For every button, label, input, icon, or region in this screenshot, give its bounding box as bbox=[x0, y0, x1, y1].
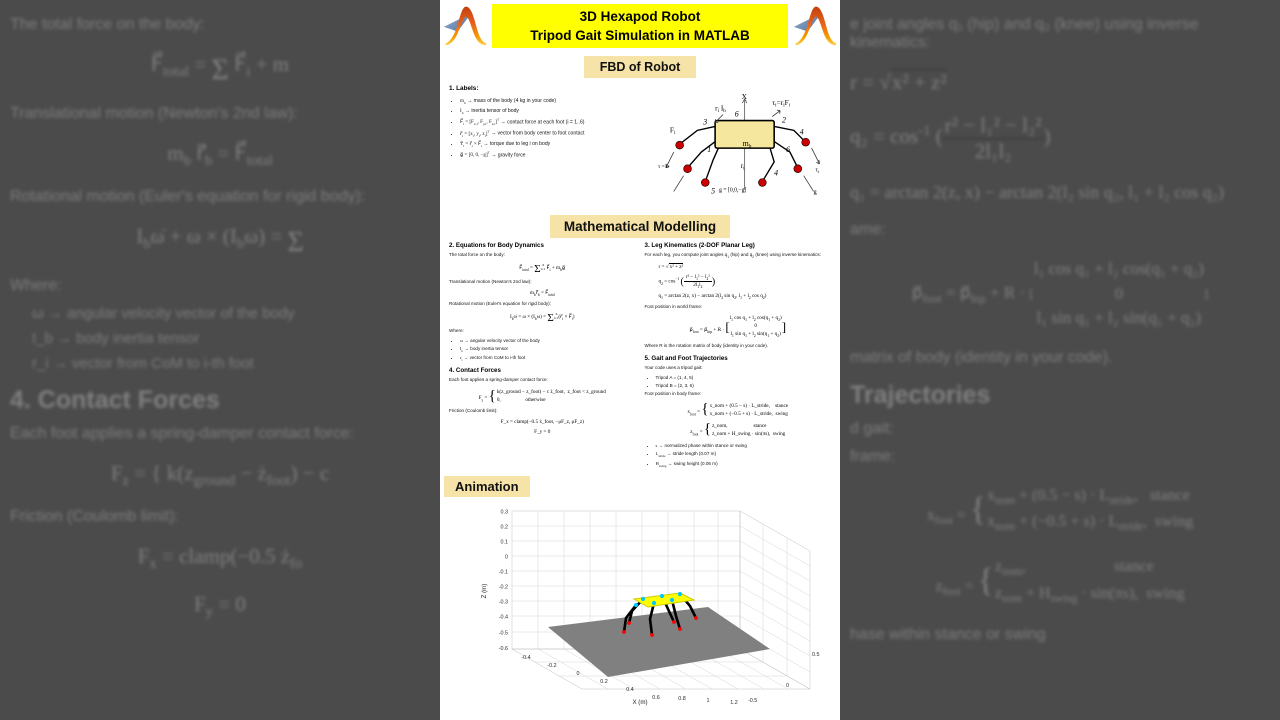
svg-text:τ = ̄σ: τ = ̄σ bbox=[657, 163, 669, 170]
list-item: • $r_i$ → vector from CoM to i-th foot bbox=[460, 354, 636, 363]
section2-where-list bbox=[449, 337, 636, 364]
section5-eq-x: $x_{foot}$ = { x_nom + (0.5 − s) · L_stride, stance x_nom + (−0.5 + s) · L_stride, swing bbox=[687, 401, 789, 418]
x-case1: x_nom + (0.5 − s) · L_stride, bbox=[709, 403, 770, 410]
svg-text:2: 2 bbox=[781, 115, 786, 125]
section2-sub2: Translational motion (Newton's 2nd law): bbox=[449, 279, 532, 285]
section4-sub1: Each foot applies a spring-damper contact force: bbox=[449, 377, 548, 383]
section3-heading: 3. Leg Kinematics (2-DOF Planar Leg) bbox=[644, 242, 755, 250]
section3-eq-foot: $p⃗_{foot}$ = $p⃗_{hip} + R$ · [ $l_1$ $\cos q_1 + l_2$ $\cos(q_1 + q_2)$ 0 $l_1$ $\sin q_1 + l_2$ $\sin(q_1 + q_2)$ ] bbox=[689, 314, 787, 338]
bg-left-p3: Rotational motion (Euler's equation for rigid body): bbox=[10, 188, 366, 206]
section3-sub1: For each leg, you compute joint angles $q_1$ (hip) and $q_2$ (knee) using inverse kinematics: bbox=[644, 252, 821, 260]
list-item: • Tripod A = (1, 4, 5) bbox=[656, 374, 832, 381]
title-line-2: Tripod Gait Simulation in MATLAB bbox=[530, 28, 750, 43]
bg-left-p5: Each foot applies a spring-damper contact force: bbox=[10, 425, 355, 443]
bg-left-eq1: $F⃗_{total} = \Sigma$ $F⃗_i + m$ bbox=[150, 52, 290, 86]
svg-text:Fi: $F_i$ bbox=[669, 125, 676, 136]
bg-left-p2: Translational motion (Newton's 2nd law): bbox=[10, 105, 298, 122]
bg-left-eq4: $F_z$ = { $k(z_{ground}$ − $ż_{foot}) - c$ bbox=[110, 461, 330, 490]
svg-text:-0.1: -0.1 bbox=[498, 569, 508, 576]
svg-text:ri Ib: $r_i$ $I_b$ bbox=[714, 103, 726, 115]
section2-eq1: $F⃗_{total} = \Sigma$ 6 i=1 $F⃗_i$ + $m_bg⃗$ bbox=[519, 263, 566, 276]
bg-right-p2: ame: bbox=[850, 221, 886, 238]
list-item: • $H_{swing}$ → swing height (0.06 m) bbox=[656, 460, 832, 469]
section2-eq2: $m_br⃗̈_b$ = $F⃗_{total}$ bbox=[529, 289, 555, 297]
list-item: • $I_b$ → inertia tensor of body bbox=[460, 107, 658, 116]
list-item: • $m_b$ → mass of the body (4 kg in your code) bbox=[460, 97, 658, 106]
fz-cond1: z_foot < z_ground bbox=[567, 389, 606, 396]
bg-left-p4: Where: bbox=[10, 277, 62, 295]
svg-text:0.8: 0.8 bbox=[678, 695, 686, 702]
bg-left-p1: The total force on the body: bbox=[10, 16, 205, 33]
svg-text:g = [0,0,−g]: g = [0,0,−g] bbox=[718, 187, 747, 194]
z-axis-label: Z (m) bbox=[481, 583, 488, 599]
matlab-logo-right bbox=[792, 3, 838, 49]
svg-text:-0.4: -0.4 bbox=[521, 654, 531, 661]
z-cond2: swing bbox=[772, 431, 786, 438]
svg-text:1.2: 1.2 bbox=[730, 699, 738, 706]
list-item: • g⃗ = [0, 0, −g]$^T$ → gravity force bbox=[460, 150, 658, 161]
svg-text:τi: τi bbox=[815, 166, 820, 174]
column-left bbox=[449, 242, 636, 471]
x-cond1: stance bbox=[775, 403, 789, 410]
z-case2: z_nom + H_swing · sin(πs), bbox=[712, 431, 771, 438]
section4-eq-fy: F_y = 0 bbox=[534, 429, 551, 436]
bg-left-eq5: $F_x$ = clamp(−0.5 $ż_{fo}$ bbox=[137, 544, 303, 573]
section5-eq-z: $z_{foot}$ = { z_nom, stance z_nom + H_swing · sin(πs), swing bbox=[690, 421, 786, 438]
svg-text:-0.4: -0.4 bbox=[498, 614, 508, 621]
svg-text:0.5: 0.5 bbox=[812, 651, 820, 658]
list-item: • $r⃗_i = [x_i$, $y_i$, $z_i]^T$ → vector from body center to foot contact bbox=[460, 128, 658, 139]
section2-heading: 2. Equations for Body Dynamics bbox=[449, 242, 544, 250]
svg-text:4: 4 bbox=[773, 168, 778, 178]
section3-sub2: Foot position in world frame: bbox=[644, 304, 703, 309]
svg-text:6: 6 bbox=[734, 109, 739, 119]
svg-text:-0.2: -0.2 bbox=[498, 584, 508, 591]
labels-list bbox=[449, 97, 658, 160]
free-body-diagram bbox=[658, 91, 831, 207]
equations-columns bbox=[440, 238, 840, 471]
bg-right-eq6: $z_{foot}$ = { $z_{nom}$, stance $z_{nom} + H_{swing} \cdot \sin(\pi s)$, swing bbox=[935, 558, 1185, 605]
bg-right-p5: frame: bbox=[850, 447, 896, 465]
section4-eq-fz: $F_z$ = { k(z_ground − z_foot) − c ż_foot, z_foot < z_ground 0, otherwise bbox=[478, 387, 606, 404]
list-item: • $\tau⃗_i$ = $r⃗_i$ × $F⃗_i$ → torque due to leg i on body bbox=[460, 140, 658, 149]
svg-text:-0.3: -0.3 bbox=[498, 599, 508, 606]
labels-section bbox=[440, 78, 840, 207]
svg-text:0.4: 0.4 bbox=[626, 686, 634, 693]
labels-heading: 1. Labels: bbox=[449, 85, 479, 92]
svg-text:τi=riFi: $\tau_i=r_iF_i$ bbox=[771, 97, 790, 109]
section2-sub1: The total force on the body: bbox=[449, 252, 505, 258]
bg-left-item-0: ω → angular velocity vector of the body bbox=[32, 305, 295, 323]
svg-text:1: 1 bbox=[706, 145, 711, 155]
bg-right-p1: e joint angles q₁ (hip) and q₂ (knee) using inverse kinematics: bbox=[850, 16, 1199, 51]
section3-eq-q1: $q_1 = \arctan 2(z$, $x) - \arctan 2(l_2$ $\sin q_2$, $l_1 + l_2$ $\cos q_2$) bbox=[658, 292, 767, 300]
svg-text:0.2: 0.2 bbox=[600, 678, 608, 685]
bg-right-p6: hase within stance or swing bbox=[850, 626, 1046, 644]
z-cond1: stance bbox=[753, 423, 767, 430]
section4-heading: 4. Contact Forces bbox=[449, 367, 501, 375]
background-left-column bbox=[0, 0, 440, 720]
svg-text:0: 0 bbox=[786, 682, 789, 689]
band-mathematical-modelling: Mathematical Modelling bbox=[550, 215, 730, 238]
title-line-1: 3D Hexapod Robot bbox=[579, 8, 701, 24]
section5-heading: 5. Gait and Foot Trajectories bbox=[644, 354, 728, 362]
svg-text:-0.6: -0.6 bbox=[498, 645, 508, 652]
section3-eq-r: r = √x² + z² bbox=[658, 263, 684, 270]
svg-text:0.6: 0.6 bbox=[652, 694, 660, 701]
z-case1: z_nom, bbox=[712, 423, 728, 430]
svg-text:5: 5 bbox=[710, 186, 715, 196]
bg-left-h1: 4. Contact Forces bbox=[10, 386, 220, 415]
list-item: • Tripod B = (2, 3, 6) bbox=[656, 382, 832, 389]
svg-text:0.2: 0.2 bbox=[500, 524, 508, 531]
svg-text:0: 0 bbox=[505, 554, 508, 561]
section5-tripod-list bbox=[645, 374, 832, 389]
band-fbd-of-robot: FBD of Robot bbox=[584, 56, 697, 78]
list-item: • $L_{stride}$ → stride length (0.07 m) bbox=[656, 450, 832, 459]
bg-right-eq4: $p⃗_{foot}$ = $p⃗_{hip} + R$ · [ l₁ cos q₁ + l₂ cos(q₁ + q₂) 0 l₁ sin q₁ + l₂ sin(q₁ + q₂) ] bbox=[911, 259, 1209, 328]
bg-right-eq2: $q_2 = \cos^{-1}$ ( $\frac{\text{r² − l₁² − l₂²}}{\text{2l₁l₂}}$ ) bbox=[850, 113, 1051, 163]
bg-left-item-2: r_i → vector from CoM to i-th foot bbox=[32, 355, 254, 373]
bg-right-eq3: q₁ = arctan 2(z, x) − arctan 2(l₂ sin q₂, l₁ + l₂ cos q₂) bbox=[850, 182, 1225, 202]
bg-right-eq5: $x_{foot}$ = { $x_{nom} + (0.5 - s) \cdot L_{stride}$, stance $x_{nom} + (-0.5 + s) \cdot L_{stride}$, swing bbox=[926, 486, 1194, 534]
svg-text:-0.5: -0.5 bbox=[748, 697, 758, 704]
svg-text:0.3: 0.3 bbox=[500, 509, 508, 516]
background-right-column bbox=[840, 0, 1280, 720]
svg-text:ri: $r_i$ bbox=[740, 160, 745, 172]
header-bar bbox=[440, 0, 840, 52]
svg-text:6: 6 bbox=[785, 145, 790, 155]
svg-text:0: 0 bbox=[576, 670, 580, 677]
bg-right-p3: matrix of body (identity in your code). bbox=[850, 348, 1113, 366]
fz-case2: 0, bbox=[496, 397, 501, 404]
matlab-logo-left bbox=[442, 3, 488, 49]
main-content-card bbox=[440, 0, 840, 720]
x-cond2: swing bbox=[775, 411, 788, 418]
section5-sub2: Foot position in body frame: bbox=[644, 391, 702, 397]
bg-left-eq3: $I_b\omegȧ + \omega \times (I_b\omega) = \Sigma$ bbox=[136, 224, 304, 259]
bg-right-eq1: r = √x² + z² bbox=[850, 70, 947, 94]
x-case2: x_nom + (−0.5 + s) · L_stride, bbox=[709, 411, 773, 418]
fz-cond2: otherwise bbox=[525, 397, 546, 404]
section5-defs-list bbox=[645, 442, 832, 469]
bg-right-h1: Trajectories bbox=[850, 380, 991, 409]
page-title bbox=[492, 4, 788, 48]
section2-eq3: $I_b\omegȧ = \omega \times (I_b\omega) = \Sigma$ 6 $i=1(r⃗_i$ × $F⃗_i$) bbox=[510, 311, 575, 324]
list-item: • $I_b$ → body inertia tensor bbox=[460, 345, 636, 354]
svg-text:3: 3 bbox=[703, 117, 707, 127]
svg-text:g: g bbox=[813, 188, 817, 196]
hexapod-3d-plot bbox=[440, 499, 840, 720]
bg-left-eq6: $F_y = 0$ bbox=[194, 591, 246, 620]
section5-sub1: Your code uses a tripod gait: bbox=[644, 364, 703, 370]
list-item: • $F⃗_i = [F_{x,i}$, $F_{y,i}$, $F_{z,i}]^T$ → contact force at each foot (i = 1..6) bbox=[460, 117, 658, 128]
svg-text:mb: $m_b$ bbox=[742, 139, 752, 150]
svg-text:-0.2: -0.2 bbox=[547, 662, 557, 669]
column-right bbox=[645, 242, 832, 471]
section2-sub3: Rotational motion (Euler's equation for rigid body): bbox=[449, 300, 551, 306]
band-animation: Animation bbox=[444, 476, 530, 497]
x-axis-label: X (m) bbox=[632, 698, 648, 706]
svg-text:X: X bbox=[741, 91, 747, 101]
svg-text:0.1: 0.1 bbox=[500, 539, 508, 546]
section4-sub2: Friction (Coulomb limit): bbox=[449, 408, 498, 414]
section4-eq-fx: F_x = clamp(−0.5 ẋ_foot, −μF_z, μF_z) bbox=[500, 419, 584, 426]
animation-panel bbox=[440, 497, 840, 720]
fz-case1: k(z_ground − z_foot) − c ż_foot, bbox=[496, 389, 565, 396]
section2-where: Where: bbox=[449, 327, 464, 333]
section3-eq-q2: $q_2 = \cos^{-1}$ ( $\frac{r^2 - l_1^2 - l_2^2}{2l_1l_2}$ ) bbox=[658, 273, 716, 289]
list-item: • ω → angular velocity vector of the body bbox=[460, 337, 636, 344]
bg-right-p4: d gait: bbox=[850, 419, 894, 437]
svg-text:4: 4 bbox=[799, 127, 804, 137]
bg-left-p6: Friction (Coulomb limit): bbox=[10, 508, 179, 526]
list-item: • s → normalized phase within stance or swing bbox=[656, 442, 832, 449]
section3-note: Where R is the rotation matrix of body (identity in your code). bbox=[644, 343, 769, 349]
bg-left-item-1: I_b → body inertia tensor bbox=[32, 330, 200, 348]
bg-left-eq2: $m_b$ $r⃗̈_b$ = $F⃗_{total}$ bbox=[167, 141, 273, 170]
svg-text:1: 1 bbox=[706, 697, 710, 704]
svg-text:-0.5: -0.5 bbox=[498, 630, 508, 637]
